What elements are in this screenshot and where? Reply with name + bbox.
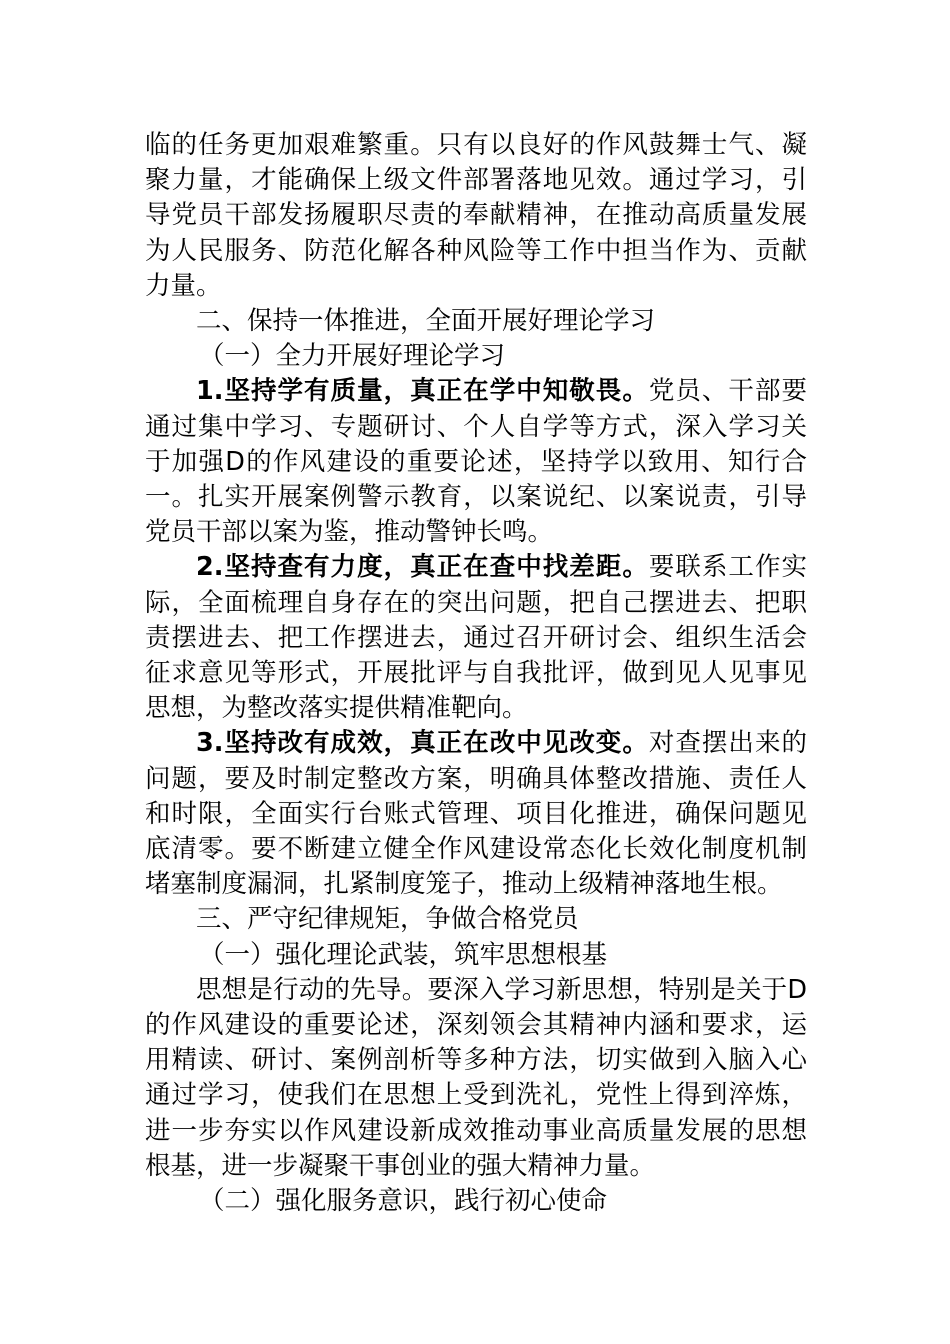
subsection-heading-2-1: （一）全力开展好理论学习 xyxy=(199,341,506,372)
list-item-1-body: 党员、干部要通过集中学习、专题研讨、个人自学等方式，深入学习关于加强D的作风建设的重要论述，坚持学以致用、知行合一。扎实开展案例警示教育，以案说纪、以案说责，引导党员干部以案为鉴，推动警钟长鸣。 xyxy=(145,376,807,548)
list-item-3-lead: 3.坚持改有成效，真正在改中见改变。 xyxy=(196,728,649,759)
subsection-heading-3-1: （一）强化理论武装，筑牢思想根基 xyxy=(199,939,608,970)
section-heading-3: 三、严守纪律规矩，争做合格党员 xyxy=(196,904,579,935)
document-body xyxy=(145,128,807,1219)
list-item-3-body: 对查摆出来的问题，要及时制定整改方案，明确具体整改措施、责任人和时限，全面实行台账式管理、项目化推进，确保问题见底清零。要不断建立健全作风建设常态化长效化制度机制堵塞制度漏洞，扎紧制度笼子，推动上级精神落地生根。 xyxy=(145,728,807,900)
list-item-1-lead: 1.坚持学有质量，真正在学中知敬畏。 xyxy=(196,376,649,407)
list-item-1 xyxy=(145,374,807,550)
paragraph-3-1: 思想是行动的先导。要深入学习新思想，特别是关于D的作风建设的重要论述，深刻领会其精神内涵和要求，运用精读、研讨、案例剖析等多种方法，切实做到入脑入心通过学习，使我们在思想上受到洗礼，党性上得到淬炼，进一步夯实以作风建设新成效推动事业高质量发展的思想根基，进一步凝聚干事创业的强大精神力量。 xyxy=(145,974,807,1181)
subsection-heading-3-2: （二）强化服务意识，践行初心使命 xyxy=(199,1186,608,1217)
list-item-2-body: 要联系工作实际，全面梳理自身存在的突出问题，把自己摆进去、把职责摆进去、把工作摆进去，通过召开研讨会、组织生活会征求意见等形式，开展批评与自我批评，做到见人见事见思想，为整改落实提供精准靶向。 xyxy=(145,552,807,724)
section-heading-2: 二、保持一体推进，全面开展好理论学习 xyxy=(196,306,656,337)
list-item-2 xyxy=(145,550,807,726)
list-item-3 xyxy=(145,726,807,902)
paragraph-continuation: 临的任务更加艰难繁重。只有以良好的作风鼓舞士气、凝聚力量，才能确保上级文件部署落地见效。通过学习，引导党员干部发扬履职尽责的奉献精神，在推动高质量发展为人民服务、防范化解各种风险等工作中担当作为、贡献力量。 xyxy=(145,130,807,301)
list-item-2-lead: 2.坚持查有力度，真正在查中找差距。 xyxy=(196,552,649,583)
